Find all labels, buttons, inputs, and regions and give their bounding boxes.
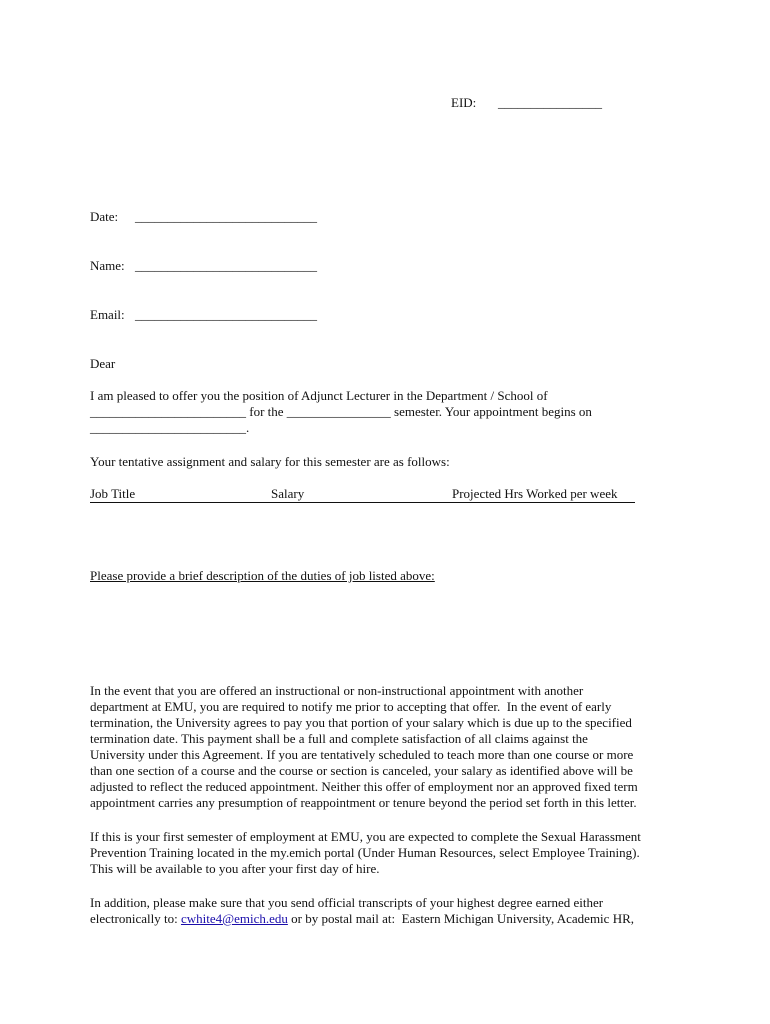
date-blank: ____________________________ (135, 209, 317, 224)
duties-prompt: Please provide a brief description of the duties of job listed above: (90, 568, 435, 583)
terms-line: adjusted to reflect the reduced appointment. Neither this offer of employment nor an approved fixed term (90, 779, 638, 794)
offer-line: ________________________ for the ________________ semester. Your appointment begins on (90, 404, 592, 419)
email-label: Email: (90, 307, 125, 322)
email-blank: ____________________________ (135, 307, 317, 322)
offer-paragraph (90, 388, 690, 436)
eid-label: EID: (451, 95, 477, 110)
name-label: Name: (90, 258, 125, 273)
transcripts-line: In addition, please make sure that you send official transcripts of your highest degree earned either (90, 895, 604, 910)
terms-line: than one section of a course and the course or section is canceled, your salary as identified above will be (90, 763, 633, 778)
salary-header: Salary (271, 486, 305, 501)
job-title-header: Job Title (90, 486, 136, 501)
offer-line: ________________________. (90, 420, 250, 435)
transcripts-paragraph (90, 895, 690, 927)
hr-email-link[interactable]: cwhite4@emich.edu (180, 911, 288, 926)
transcripts-suffix: or by postal mail at: Eastern Michigan University, Academic HR, (287, 911, 634, 926)
terms-line: University under this Agreement. If you are tentatively scheduled to teach more than one course or more (90, 747, 634, 762)
assignment-table-header (90, 486, 635, 503)
terms-line: appointment carries any presumption of reappointment or tenure beyond the period set forth in this letter. (90, 795, 637, 810)
transcripts-line (90, 911, 690, 927)
assignment-intro: Your tentative assignment and salary for this semester are as follows: (90, 454, 450, 469)
terms-line: In the event that you are offered an instructional or non-instructional appointment with another (90, 683, 584, 698)
terms-line: department at EMU, you are required to notify me prior to accepting that offer. In the event of early (90, 699, 612, 714)
hours-header: Projected Hrs Worked per week (452, 486, 618, 501)
offer-line: I am pleased to offer you the position of Adjunct Lecturer in the Department / School of (90, 388, 548, 403)
training-paragraph (90, 829, 690, 877)
training-line: Prevention Training located in the my.emich portal (Under Human Resources, select Employee Training). (90, 845, 640, 860)
training-line: If this is your first semester of employment at EMU, you are expected to complete the Sexual Harassment (90, 829, 641, 844)
terms-paragraph (90, 683, 690, 811)
training-line: This will be available to you after your first day of hire. (90, 861, 380, 876)
transcripts-prefix: electronically to: (90, 911, 181, 926)
salutation: Dear (90, 356, 116, 371)
date-label: Date: (90, 209, 119, 224)
terms-line: termination date. This payment shall be a full and complete satisfaction of all claims against the (90, 731, 588, 746)
name-blank: ____________________________ (135, 258, 317, 273)
eid-blank: ________________ (498, 95, 602, 110)
terms-line: termination, the University agrees to pay you that portion of your salary which is due up to the specified (90, 715, 632, 730)
